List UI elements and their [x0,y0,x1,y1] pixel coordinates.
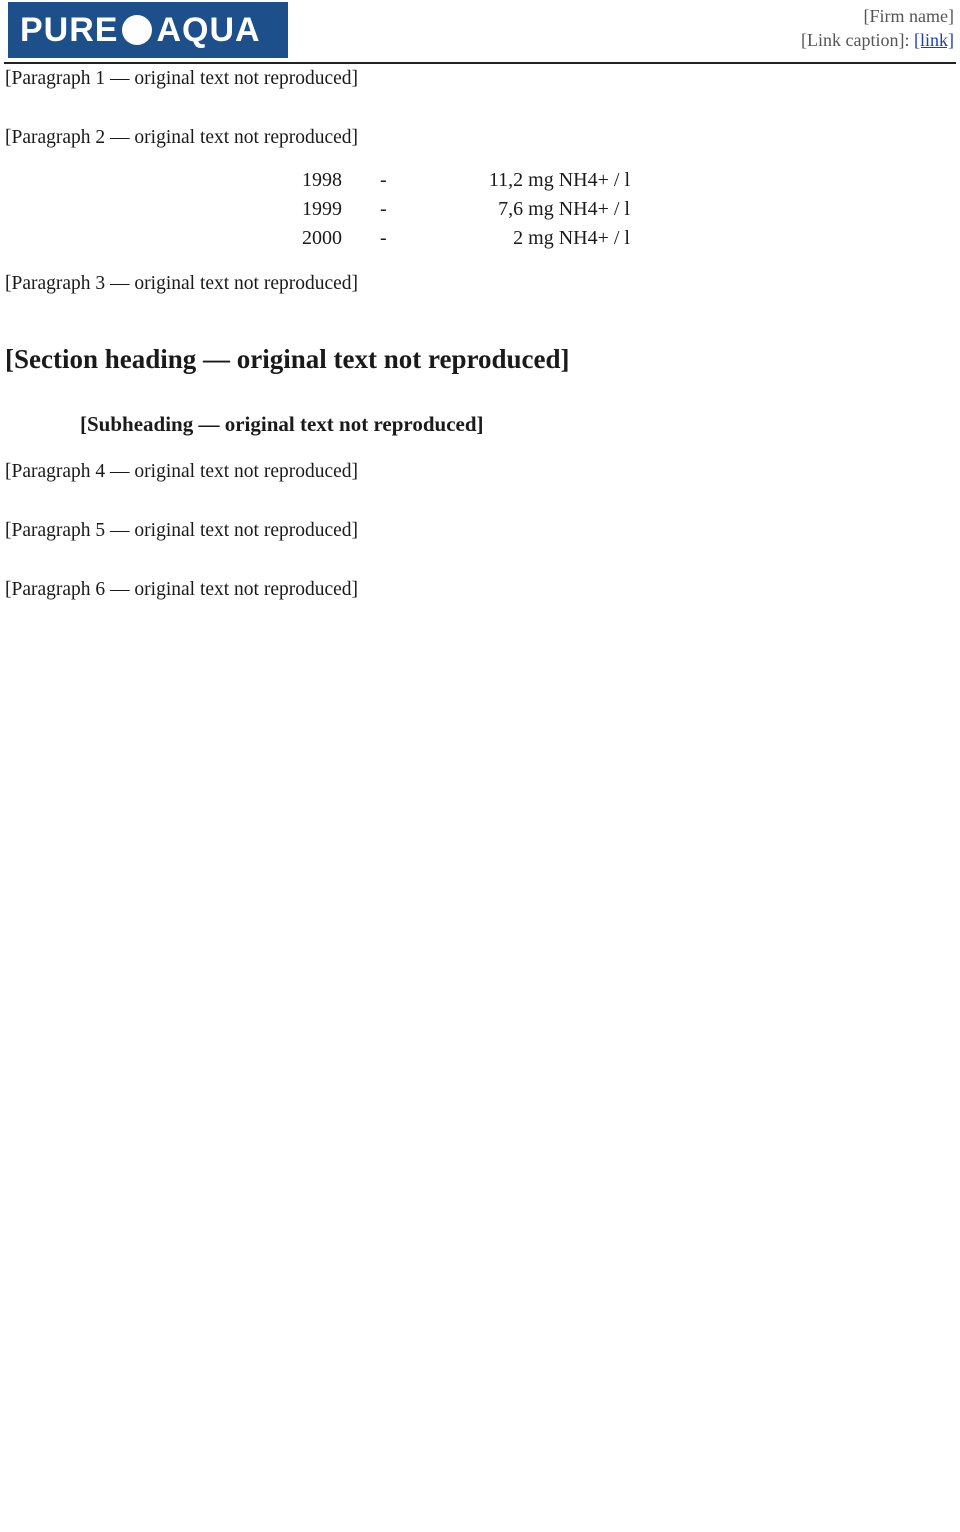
table-cell-value: 11,2 mg NH4+ / l [488,169,630,191]
paragraph-6: [Paragraph 6 — original text not reproduced] [5,579,359,600]
paragraph-1: [Paragraph 1 — original text not reproduced] [5,68,359,89]
table-row [302,166,630,195]
ammonium-table [302,166,630,253]
header-info [801,4,954,52]
table-cell-dash: - [380,227,387,249]
header-link-line [801,28,954,52]
document-body [0,64,960,604]
table-row [302,195,630,224]
website-link[interactable]: [link] [914,30,954,50]
section-heading: [Section heading — original text not reproduced] [5,344,570,374]
paragraph-2: [Paragraph 2 — original text not reproduced] [5,127,359,148]
table-cell-dash: - [380,169,387,191]
table-cell-value: 7,6 mg NH4+ / l [498,198,630,220]
pureaqua-logo: PURE AQUA [8,2,288,58]
subsection-heading: [Subheading — original text not reproduced] [80,412,484,436]
header-title: [Firm name] [863,6,954,26]
table-row [302,224,630,253]
page-header [4,0,956,64]
table-cell-year: 1998 [302,169,342,191]
table-cell-dash: - [380,198,387,220]
table-cell-year: 2000 [302,227,342,249]
table-cell-year: 1999 [302,198,342,220]
paragraph-4: [Paragraph 4 — original text not reproduced] [5,461,359,482]
paragraph-5: [Paragraph 5 — original text not reproduced] [5,520,359,541]
table-cell-value: 2 mg NH4+ / l [513,227,630,249]
header-link-prefix: [Link caption]: [801,30,910,50]
paragraph-3: [Paragraph 3 — original text not reproduced] [5,273,359,294]
